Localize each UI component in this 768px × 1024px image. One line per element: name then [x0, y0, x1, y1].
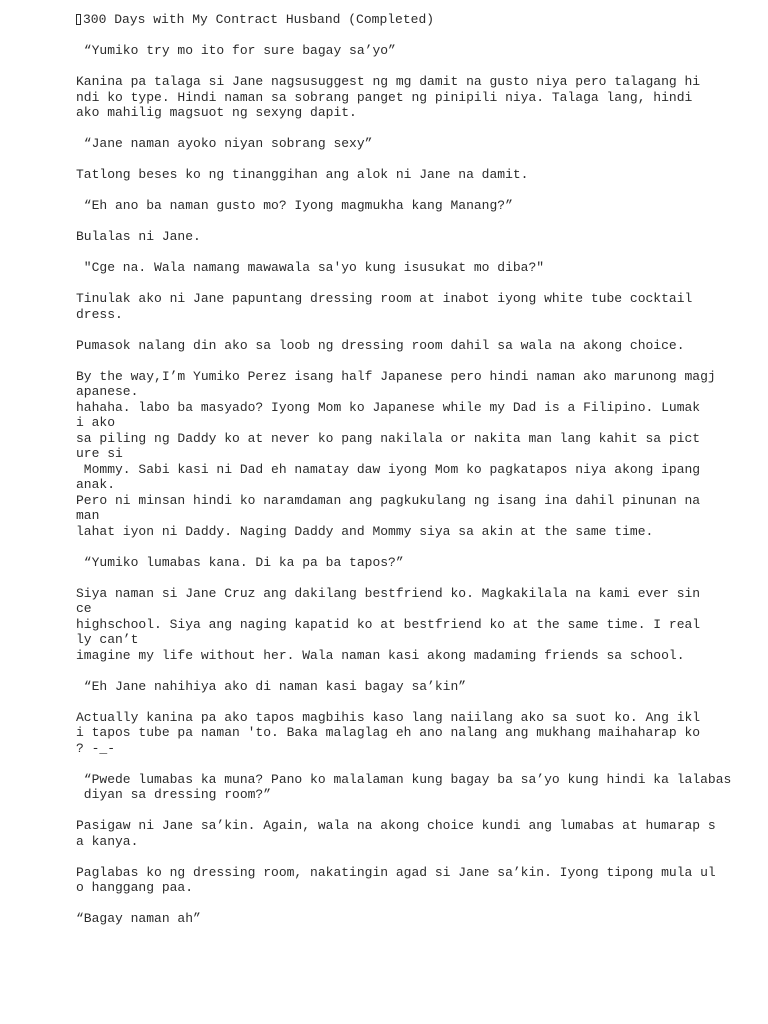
paragraph: “Pwede lumabas ka muna? Pano ko malalaman kung bagay ba sa’yo kung hindi ka lalabas diyan sa dressing room?”	[83, 771, 732, 802]
paragraph: “Yumiko lumabas kana. Di ka pa ba tapos?”	[76, 554, 404, 570]
document-title: 300 Days with My Contract Husband (Completed)	[83, 12, 435, 27]
paragraph: Bulalas ni Jane.	[76, 229, 201, 244]
paragraph: “Eh ano ba naman gusto mo? Iyong magmukha kang Manang?”	[76, 198, 513, 213]
paragraph: “Bagay naman ah”	[76, 911, 201, 926]
paragraph: Siya naman si Jane Cruz ang dakilang bestfriend ko. Magkakilala na kami ever sin ce highschool. Siya ang naging kapatid ko at bestfriend ko at the same time. I real ly can’t imagine my life without her. Wala naman kasi akong madaming friends sa school.	[76, 585, 701, 663]
paragraph: Pumasok nalang din ako sa loob ng dressing room dahil sa wala na akong choice.	[76, 337, 685, 353]
missing-glyph-icon	[76, 14, 81, 25]
paragraph: Kanina pa talaga si Jane nagsusuggest ng mg damit na gusto niya pero talagang hi ndi ko type. Hindi naman sa sobrang panget ng pinipili niya. Talaga lang, hindi ako mahilig magsuot ng sexyng dapit.	[76, 74, 701, 120]
paragraph: By the way,I’m Yumiko Perez isang half Japanese pero hindi naman ako marunong magj apanese. hahaha. labo ba masyado? Iyong Mom ko Japanese while my Dad is a Filipino. Lumak i ako sa piling ng Daddy ko at never ko pang nakilala or nakita man lang kahit sa pict ure si Mommy. Sabi kasi ni Dad eh namatay daw iyong Mom ko pagkatapos niya akong ipang anak. Pero ni minsan hindi ko naramdaman ang pagkukulang ng isang ina dahil pinunan na man lahat iyon ni Daddy. Naging Daddy and Mommy siya sa akin at the same time.	[76, 368, 716, 539]
paragraph: “Jane naman ayoko niyan sobrang sexy”	[76, 136, 373, 151]
paragraph: “Eh Jane nahihiya ako di naman kasi bagay sa’kin”	[76, 678, 467, 694]
paragraph: Actually kanina pa ako tapos magbihis kaso lang naiilang ako sa suot ko. Ang ikl i tapos tube pa naman 'to. Baka malaglag eh ano nalang ang mukhang maihaharap ko ? -_-	[76, 709, 701, 756]
paragraph: Tatlong beses ko ng tinanggihan ang alok ni Jane na damit.	[76, 167, 529, 182]
document-title-row	[76, 12, 716, 28]
paragraph: “Yumiko try mo ito for sure bagay sa’yo”	[76, 43, 396, 58]
document-page	[76, 12, 732, 927]
paragraph: Pasigaw ni Jane sa’kin. Again, wala na akong choice kundi ang lumabas at humarap s a kanya.	[76, 818, 716, 849]
paragraph: "Cge na. Wala namang mawawala sa'yo kung isusukat mo diba?"	[76, 260, 545, 275]
paragraph: Paglabas ko ng dressing room, nakatingin agad si Jane sa’kin. Iyong tipong mula ul o hanggang paa.	[76, 864, 716, 895]
paragraph: Tinulak ako ni Jane papuntang dressing room at inabot iyong white tube cocktail dress.	[76, 291, 693, 322]
